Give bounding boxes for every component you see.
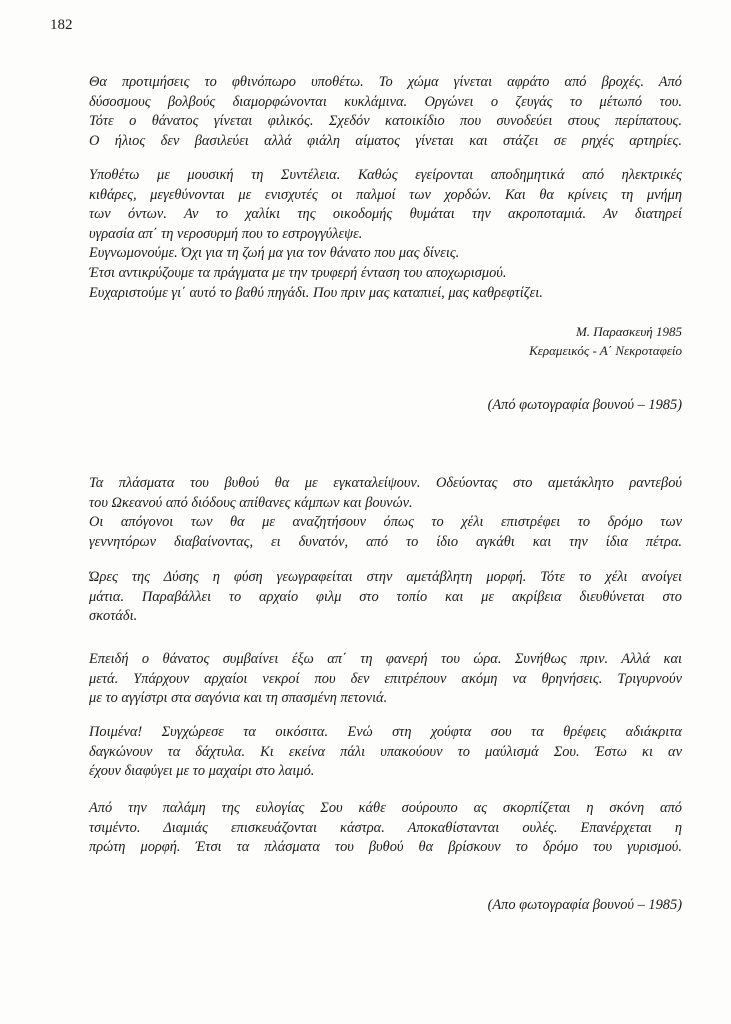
- text-line: Έτσι αντικρύζουμε τα πράγματα με την τρυφερή ένταση του αποχωρισμού.: [89, 264, 507, 281]
- poem2-stanza5: [89, 799, 682, 858]
- text-line: έχουν διαφύγει με το μαχαίρι στο λαιμό.: [89, 763, 315, 780]
- text-line: τσιμέντο. Διαμιάς επισκευάζονται κάστρα. Αποκαθίστανται ουλές. Επανέρχεται η: [89, 819, 682, 836]
- text-line: Θα προτιμήσεις το φθινόπωρο υποθέτω. Το χώμα γίνεται αφράτο από βροχές. Από: [89, 74, 682, 90]
- text-line: με το αγγίστρι στα σαγόνια και τη σπασμένη πετονιά.: [89, 690, 388, 707]
- text-line: Υποθέτω με μουσική τη Συντέλεια. Καθώς εγείρονται αποδημητικά από ηλεκτρικές: [89, 167, 682, 183]
- text-line: Τα πλάσματα του βυθού θα με εγκαταλείψουν. Οδεύοντας στο αμετάκλητο ραντεβού: [89, 475, 682, 491]
- poem2-stanza2: [89, 568, 682, 627]
- text-line: δύσοσμους βολβούς διαμορφώνονται κυκλάμινα. Οργώνει ο ζευγάς το μέτωπό του.: [89, 93, 682, 110]
- text-line: κιθάρες, μεγεθύνονται με ενισχυτές οι παλμοί των χορδών. Και θα κρίνεις τη μνήμη: [89, 186, 682, 203]
- text-line: δαγκώνουν τα δάχτυλα. Κι εκείνα πάλι υπακούουν το μαύλισμά Σου. Έστω κι αν: [89, 743, 682, 760]
- text-line: των όντων. Αν το χαλίκι της οικοδομής θυμάται την ακροποταμιά. Αν διατηρεί: [89, 206, 682, 223]
- poem2-caption: (Απο φωτογραφία βουνού – 1985): [487, 897, 682, 913]
- text-line: Οι απόγονοι των θα με αναζητήσουν όπως το χέλι επιστρέφει το δρόμο των: [89, 514, 682, 531]
- text-line: υγρασία απ΄ τη νεροσυρμή που το εστρογγύλεψε.: [89, 225, 363, 242]
- text-line: Από την παλάμη της ευλογίας Σου κάθε σούρουπο ας σκορπίζεται η σκόνη από: [89, 800, 682, 816]
- text-line: μάτια. Παραβάλλει το αρχαίο φιλμ στο τοπίο και με ακρίβεια διευθύνεται στο: [89, 588, 682, 605]
- poem1-signature: [529, 322, 682, 360]
- signature-date: Μ. Παρασκευή 1985: [575, 324, 682, 339]
- poem1-stanza1: [89, 73, 682, 151]
- text-line: του Ωκεανού από διόδους απίθανες κάμπων και βουνών.: [89, 494, 413, 511]
- text-line: Ώρες της Δύσης η φύση γεωγραφείται στην αμετάβλητη μορφή. Τότε το χέλι ανοίγει: [89, 569, 682, 585]
- poem2-stanza1: [89, 474, 682, 552]
- text-line: μετά. Υπάρχουν αρχαίοι νεκροί που δεν επιτρέπουν ακόμη να θρηνήσεις. Τριγυρνούν: [89, 670, 682, 687]
- text-line: Τότε ο θάνατος γίνεται φιλικός. Σχεδόν κατοικίδιο που συνοδεύει στους περίπατους.: [89, 113, 682, 130]
- text-line: Επειδή ο θάνατος συμβαίνει έξω απ΄ τη φανερή του ώρα. Συνήθως πριν. Αλλά και: [89, 651, 682, 667]
- poem2-stanza4: [89, 723, 682, 782]
- text-line: Ποιμένα! Συγχώρεσε τα οικόσιτα. Ενώ στη χούφτα σου τα θρέφεις αδιάκριτα: [89, 724, 682, 740]
- poem1-stanza2: [89, 166, 682, 303]
- signature-place: Κεραμεικός - Α΄ Νεκροταφείο: [529, 343, 682, 358]
- poem2-stanza3: [89, 650, 682, 709]
- poem1-caption: (Από φωτογραφία βουνού – 1985): [487, 397, 682, 413]
- text-line: πρώτη μορφή. Έτσι τα πλάσματα του βυθού θα βρίσκουν το δρόμο του γυρισμού.: [89, 839, 682, 856]
- text-line: Ευγνωμονούμε. Όχι για τη ζωή μα για τον θάνατο που μας δίνεις.: [89, 245, 460, 262]
- text-line: Ευχαριστούμε γι΄ αυτό το βαθύ πηγάδι. Που πριν μας καταπιεί, μας καθρεφτίζει.: [89, 284, 543, 301]
- page-number: 182: [50, 17, 73, 33]
- text-line: σκοτάδι.: [89, 608, 138, 625]
- text-line: Ο ήλιος δεν βασιλεύει αλλά φιάλη αίματος γίνεται και στάζει σε ρηχές αρτηρίες.: [89, 132, 682, 149]
- text-line: γεννητόρων διαβαίνοντας, ει δυνατόν, από το ίδιο αγκάθι και την ίδια πέτρα.: [89, 533, 682, 550]
